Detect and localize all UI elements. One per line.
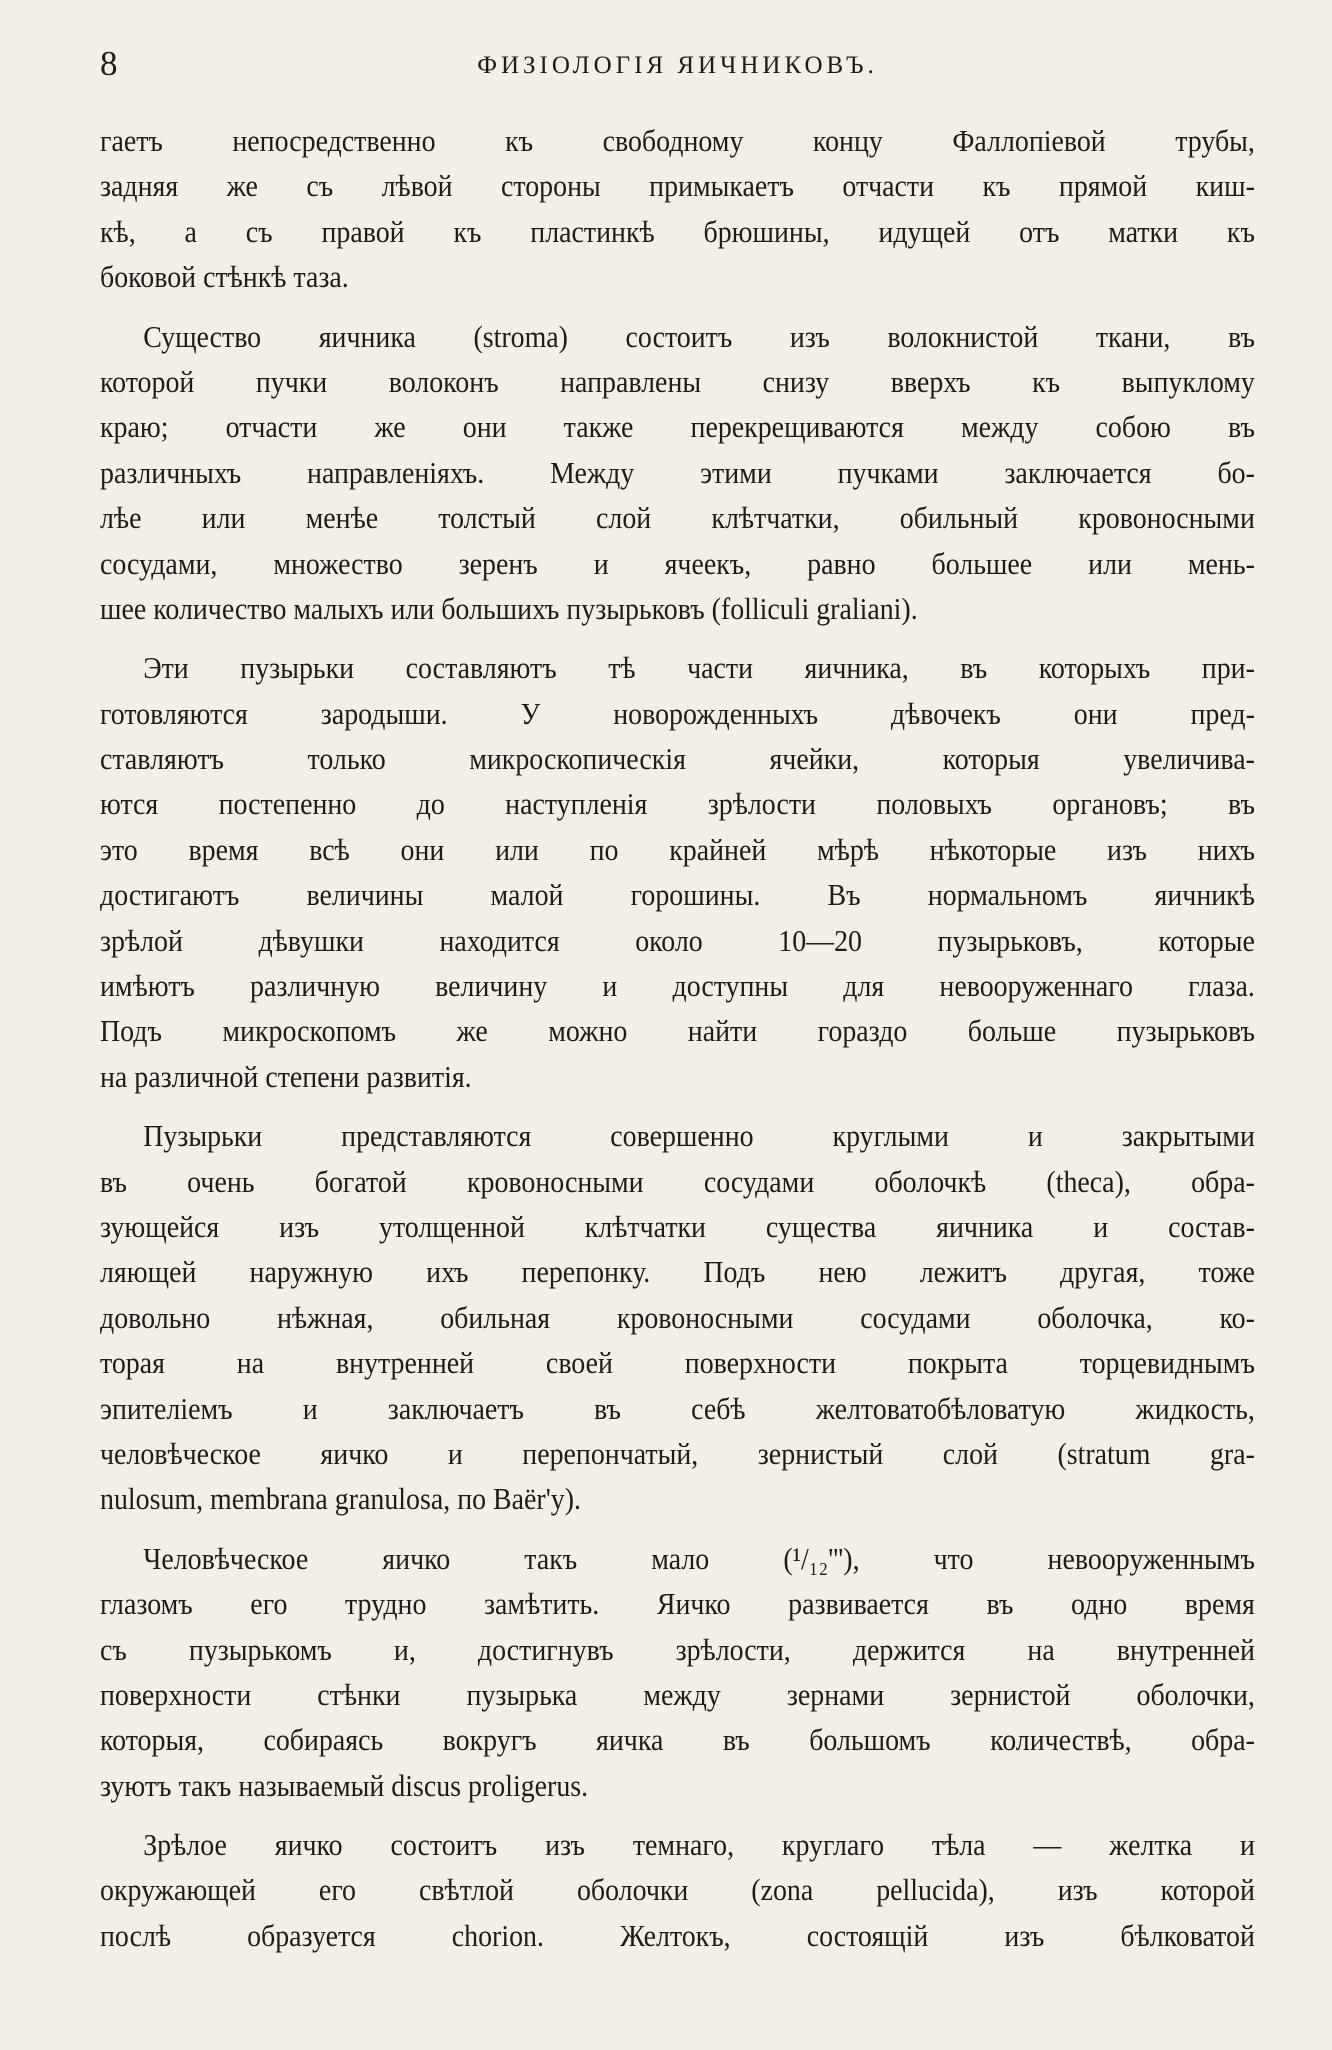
- text-line: достигаютъ величины малой горошины. Въ нормальномъ яичникѣ: [100, 877, 1255, 913]
- paragraph: [100, 1536, 1255, 1808]
- text-line: человѣческое яичко и перепончатый, зернистый слой (stratum gra-: [100, 1435, 1255, 1471]
- text-line: Подъ микроскопомъ же можно найти гораздо больше пузырьковъ: [100, 1013, 1255, 1049]
- text-line: которыя, собираясь вокругъ яичка въ большомъ количествѣ, обра-: [100, 1722, 1255, 1758]
- text-line: Человѣческое яичко такъ мало (¹/₁₂'''), что невооруженнымъ: [143, 1540, 1255, 1576]
- text-line: nulosum, membrana granulosa, по Baër'y).: [100, 1481, 581, 1517]
- text-line: шее количество малыхъ или большихъ пузырьковъ (folliculi graliani).: [100, 590, 918, 626]
- paragraph: [100, 1822, 1255, 1958]
- text-line: въ очень богатой кровоносными сосудами оболочкѣ (theca), обра-: [100, 1163, 1255, 1199]
- text-line: гаетъ непосредственно къ свободному концу Фаллопіевой трубы,: [100, 123, 1255, 158]
- text-line: поверхности стѣнки пузырька между зернами зернистой оболочки,: [100, 1676, 1255, 1712]
- text-line: Пузырьки представляются совершенно круглыми и закрытыми: [143, 1118, 1255, 1154]
- page-header: [100, 44, 1255, 92]
- text-line: задняя же съ лѣвой стороны примыкаетъ отчасти къ прямой киш-: [100, 168, 1255, 204]
- text-line: эпителіемъ и заключаетъ въ себѣ желтоватобѣловатую жидкость,: [100, 1390, 1255, 1426]
- text-line: Зрѣлое яичко состоитъ изъ темнаго, круглаго тѣла — желтка и: [143, 1827, 1255, 1863]
- paragraph: [100, 645, 1255, 1099]
- text-line: торая на внутренней своей поверхности покрыта торцевиднымъ: [100, 1345, 1255, 1381]
- text-line: сосудами, множество зеренъ и ячеекъ, равно большее или мень-: [100, 545, 1255, 581]
- paragraph: [100, 314, 1255, 632]
- text-line: кѣ, а съ правой къ пластинкѣ брюшины, идущей отъ матки къ: [100, 213, 1255, 249]
- text-line: ставляютъ только микроскопическія ячейки, которыя увеличива-: [100, 741, 1255, 777]
- text-line: Существо яичника (stroma) состоитъ изъ волокнистой ткани, въ: [143, 318, 1255, 354]
- text-line: глазомъ его трудно замѣтить. Яичко развивается въ одно время: [100, 1586, 1255, 1622]
- text-line: которой пучки волоконъ направлены снизу вверхъ къ выпуклому: [100, 363, 1255, 399]
- text-line: краю; отчасти же они также перекрещиваются между собою въ: [100, 409, 1255, 445]
- paragraph: [100, 1113, 1255, 1522]
- book-page: [100, 44, 1255, 2024]
- text-line: имѣютъ различную величину и доступны для невооруженнаго глаза.: [100, 968, 1255, 1004]
- text-line: ляющей наружную ихъ перепонку. Подъ нею лежитъ другая, тоже: [100, 1254, 1255, 1290]
- text-line: боковой стѣнкѣ таза.: [100, 259, 349, 295]
- text-line: съ пузырькомъ и, достигнувъ зрѣлости, держится на внутренней: [100, 1631, 1255, 1667]
- text-line: лѣе или менѣе толстый слой клѣтчатки, обильный кровоносными: [100, 500, 1255, 536]
- text-line: послѣ образуется chorion. Желтокъ, состоящій изъ бѣлковатой: [100, 1917, 1255, 1953]
- text-line: ются постепенно до наступленія зрѣлости половыхъ органовъ; въ: [100, 786, 1255, 822]
- text-line: зующейся изъ утолщенной клѣтчатки существа яичника и состав-: [100, 1208, 1255, 1244]
- page-number: 8: [100, 44, 119, 83]
- text-line: это время всѣ они или по крайней мѣрѣ нѣкоторые изъ нихъ: [100, 831, 1255, 867]
- text-line: готовляются зародыши. У новорожденныхъ дѣвочекъ они пред-: [100, 695, 1255, 731]
- text-line: зуютъ такъ называемый discus proligerus.: [100, 1767, 589, 1803]
- text-line: зрѣлой дѣвушки находится около 10—20 пузырьковъ, которые: [100, 922, 1255, 958]
- text-line: различныхъ направленіяхъ. Между этими пучками заключается бо-: [100, 454, 1255, 490]
- running-title: ФИЗІОЛОГІЯ ЯИЧНИКОВЪ.: [477, 52, 878, 79]
- text-line: на различной степени развитія.: [100, 1058, 472, 1094]
- paragraph: [100, 118, 1255, 300]
- text-line: довольно нѣжная, обильная кровоносными сосудами оболочка, ко-: [100, 1299, 1255, 1335]
- text-line: окружающей его свѣтлой оболочки (zona pellucida), изъ которой: [100, 1872, 1255, 1908]
- text-line: Эти пузырьки составляютъ тѣ части яичника, въ которыхъ при-: [143, 650, 1255, 686]
- body-text: [100, 118, 1255, 1958]
